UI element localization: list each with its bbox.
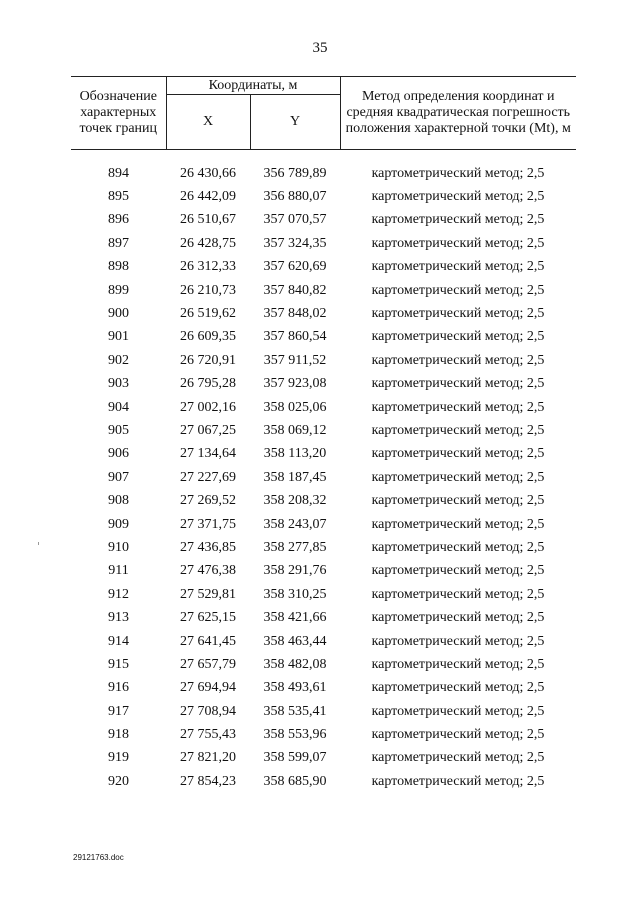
cell-y: 358 187,45 bbox=[263, 469, 327, 485]
cell-point: 911 bbox=[108, 563, 129, 579]
cell-y: 358 113,20 bbox=[263, 446, 327, 462]
table-row bbox=[71, 419, 576, 442]
cell-method: картометрический метод; 2,5 bbox=[371, 376, 545, 392]
cell-x: 26 510,67 bbox=[180, 212, 236, 228]
header-method: Метод определения координат и средняя квадратическая погрешность положения характерной точки (Mt), м bbox=[340, 77, 576, 150]
table-row bbox=[71, 162, 576, 185]
cell-x: 27 002,16 bbox=[180, 399, 236, 415]
cell-point: 909 bbox=[108, 516, 129, 532]
table-row bbox=[71, 630, 576, 653]
page-number: 35 bbox=[312, 40, 328, 56]
cell-y: 358 421,66 bbox=[263, 610, 327, 626]
cell-method: картометрический метод; 2,5 bbox=[371, 750, 545, 766]
margin-mark bbox=[38, 542, 39, 545]
cell-y: 357 324,35 bbox=[263, 235, 327, 251]
table-row bbox=[71, 770, 576, 793]
cell-x: 27 476,38 bbox=[180, 563, 236, 579]
cell-point: 917 bbox=[108, 703, 129, 719]
cell-x: 26 795,28 bbox=[180, 376, 236, 392]
cell-point: 916 bbox=[108, 680, 129, 696]
table-row bbox=[71, 373, 576, 396]
cell-point: 920 bbox=[108, 773, 129, 789]
header-x: X bbox=[166, 95, 250, 150]
cell-method: картометрический метод; 2,5 bbox=[371, 493, 545, 509]
cell-x: 27 694,94 bbox=[180, 680, 236, 696]
cell-y: 357 848,02 bbox=[263, 306, 327, 322]
cell-point: 895 bbox=[108, 189, 129, 205]
table-row bbox=[71, 536, 576, 559]
cell-x: 27 854,23 bbox=[180, 773, 236, 789]
table-row bbox=[71, 185, 576, 208]
cell-y: 358 277,85 bbox=[263, 539, 327, 555]
coordinates-table bbox=[71, 76, 576, 794]
cell-y: 358 291,76 bbox=[263, 563, 327, 579]
table-row bbox=[71, 677, 576, 700]
cell-method: картометрический метод; 2,5 bbox=[371, 282, 545, 298]
table-body bbox=[71, 150, 576, 794]
cell-point: 905 bbox=[108, 422, 129, 438]
cell-point: 902 bbox=[108, 352, 129, 368]
table-row bbox=[71, 466, 576, 489]
cell-point: 896 bbox=[108, 212, 129, 228]
cell-method: картометрический метод; 2,5 bbox=[371, 727, 545, 743]
cell-method: картометрический метод; 2,5 bbox=[371, 446, 545, 462]
cell-y: 358 310,25 bbox=[263, 586, 327, 602]
table-row bbox=[71, 443, 576, 466]
cell-y: 358 685,90 bbox=[263, 773, 327, 789]
cell-y: 357 620,69 bbox=[263, 259, 327, 275]
cell-point: 899 bbox=[108, 282, 129, 298]
cell-x: 27 371,75 bbox=[180, 516, 236, 532]
cell-y: 358 599,07 bbox=[263, 750, 327, 766]
cell-y: 357 911,52 bbox=[263, 352, 327, 368]
cell-y: 358 208,32 bbox=[263, 493, 327, 509]
table-row bbox=[71, 209, 576, 232]
cell-x: 26 312,33 bbox=[180, 259, 236, 275]
cell-point: 919 bbox=[108, 750, 129, 766]
cell-point: 898 bbox=[108, 259, 129, 275]
header-y: Y bbox=[250, 95, 340, 150]
footer-document-code: 29121763.doc bbox=[73, 853, 124, 862]
cell-point: 906 bbox=[108, 446, 129, 462]
cell-x: 26 428,75 bbox=[180, 235, 236, 251]
cell-method: картометрический метод; 2,5 bbox=[371, 680, 545, 696]
cell-x: 26 430,66 bbox=[180, 165, 236, 181]
cell-method: картометрический метод; 2,5 bbox=[371, 563, 545, 579]
cell-point: 903 bbox=[108, 376, 129, 392]
table-row bbox=[71, 396, 576, 419]
cell-x: 27 436,85 bbox=[180, 539, 236, 555]
cell-method: картометрический метод; 2,5 bbox=[371, 212, 545, 228]
cell-point: 904 bbox=[108, 399, 129, 415]
cell-x: 26 210,73 bbox=[180, 282, 236, 298]
cell-method: картометрический метод; 2,5 bbox=[371, 259, 545, 275]
cell-method: картометрический метод; 2,5 bbox=[371, 703, 545, 719]
cell-y: 357 860,54 bbox=[263, 329, 327, 345]
table-row bbox=[71, 256, 576, 279]
cell-method: картометрический метод; 2,5 bbox=[371, 189, 545, 205]
cell-x: 26 519,62 bbox=[180, 306, 236, 322]
cell-y: 357 840,82 bbox=[263, 282, 327, 298]
header-designation: Обозначение характерных точек границ bbox=[71, 77, 166, 150]
cell-y: 358 463,44 bbox=[263, 633, 327, 649]
cell-method: картометрический метод; 2,5 bbox=[371, 656, 545, 672]
cell-x: 26 442,09 bbox=[180, 189, 236, 205]
cell-point: 897 bbox=[108, 235, 129, 251]
cell-method: картометрический метод; 2,5 bbox=[371, 306, 545, 322]
cell-point: 910 bbox=[108, 539, 129, 555]
cell-y: 357 070,57 bbox=[263, 212, 327, 228]
cell-y: 358 535,41 bbox=[263, 703, 327, 719]
cell-point: 900 bbox=[108, 306, 129, 322]
cell-x: 27 641,45 bbox=[180, 633, 236, 649]
table-row bbox=[71, 513, 576, 536]
cell-point: 907 bbox=[108, 469, 129, 485]
table-row bbox=[71, 279, 576, 302]
cell-method: картометрический метод; 2,5 bbox=[371, 399, 545, 415]
cell-method: картометрический метод; 2,5 bbox=[371, 516, 545, 532]
cell-point: 914 bbox=[108, 633, 129, 649]
cell-point: 918 bbox=[108, 727, 129, 743]
table-row bbox=[71, 723, 576, 746]
cell-method: картометрический метод; 2,5 bbox=[371, 539, 545, 555]
cell-point: 912 bbox=[108, 586, 129, 602]
cell-x: 27 529,81 bbox=[180, 586, 236, 602]
cell-x: 27 821,20 bbox=[180, 750, 236, 766]
cell-x: 27 269,52 bbox=[180, 493, 236, 509]
cell-method: картометрический метод; 2,5 bbox=[371, 235, 545, 251]
cell-x: 27 755,43 bbox=[180, 727, 236, 743]
table-header bbox=[71, 77, 576, 150]
table-row bbox=[71, 747, 576, 770]
cell-method: картометрический метод; 2,5 bbox=[371, 586, 545, 602]
cell-method: картометрический метод; 2,5 bbox=[371, 329, 545, 345]
cell-x: 27 625,15 bbox=[180, 610, 236, 626]
table-row bbox=[71, 232, 576, 255]
cell-x: 26 720,91 bbox=[180, 352, 236, 368]
cell-x: 27 067,25 bbox=[180, 422, 236, 438]
cell-y: 358 069,12 bbox=[263, 422, 327, 438]
cell-x: 26 609,35 bbox=[180, 329, 236, 345]
cell-method: картометрический метод; 2,5 bbox=[371, 352, 545, 368]
cell-x: 27 657,79 bbox=[180, 656, 236, 672]
cell-method: картометрический метод; 2,5 bbox=[371, 422, 545, 438]
cell-method: картометрический метод; 2,5 bbox=[371, 610, 545, 626]
cell-y: 358 553,96 bbox=[263, 727, 327, 743]
cell-point: 915 bbox=[108, 656, 129, 672]
table-row bbox=[71, 653, 576, 676]
table-row bbox=[71, 326, 576, 349]
cell-x: 27 227,69 bbox=[180, 469, 236, 485]
table-row bbox=[71, 349, 576, 372]
table-row bbox=[71, 606, 576, 629]
cell-method: картометрический метод; 2,5 bbox=[371, 469, 545, 485]
header-coordinates: Координаты, м bbox=[166, 77, 340, 95]
table-row bbox=[71, 560, 576, 583]
cell-y: 358 482,08 bbox=[263, 656, 327, 672]
cell-y: 356 880,07 bbox=[263, 189, 327, 205]
table-row bbox=[71, 700, 576, 723]
cell-point: 901 bbox=[108, 329, 129, 345]
table-row bbox=[71, 489, 576, 512]
cell-y: 358 493,61 bbox=[263, 680, 327, 696]
cell-point: 894 bbox=[108, 165, 129, 181]
cell-y: 357 923,08 bbox=[263, 376, 327, 392]
cell-x: 27 708,94 bbox=[180, 703, 236, 719]
cell-x: 27 134,64 bbox=[180, 446, 236, 462]
cell-point: 913 bbox=[108, 610, 129, 626]
cell-method: картометрический метод; 2,5 bbox=[371, 165, 545, 181]
table-row bbox=[71, 583, 576, 606]
cell-y: 358 243,07 bbox=[263, 516, 327, 532]
cell-method: картометрический метод; 2,5 bbox=[371, 773, 545, 789]
cell-y: 358 025,06 bbox=[263, 399, 327, 415]
cell-method: картометрический метод; 2,5 bbox=[371, 633, 545, 649]
table-row bbox=[71, 302, 576, 325]
cell-point: 908 bbox=[108, 493, 129, 509]
cell-y: 356 789,89 bbox=[263, 165, 327, 181]
